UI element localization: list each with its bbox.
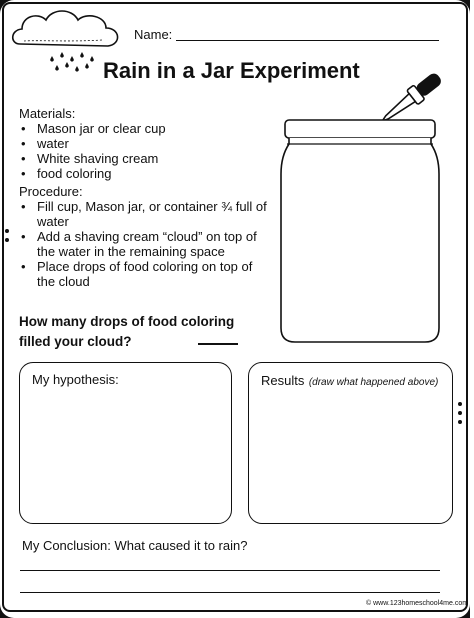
- procedure-heading: Procedure:: [19, 184, 83, 199]
- conclusion-answer-line[interactable]: [20, 592, 440, 593]
- conclusion-prompt: What caused it to rain?: [114, 538, 248, 553]
- list-item: • White shaving cream: [19, 151, 259, 166]
- hypothesis-label: My hypothesis:: [32, 372, 119, 387]
- materials-list: [19, 121, 259, 181]
- name-field[interactable]: [176, 40, 439, 41]
- conclusion-answer-line[interactable]: [20, 570, 440, 571]
- list-item: • Mason jar or clear cup: [19, 121, 259, 136]
- page-title: Rain in a Jar Experiment: [103, 58, 360, 83]
- list-item: • water: [19, 136, 259, 151]
- list-item: • food coloring: [19, 166, 259, 181]
- mason-jar-illustration: [277, 116, 443, 346]
- materials-heading: Materials:: [19, 106, 76, 121]
- punch-dots-right: [458, 402, 464, 429]
- list-item: • Fill cup, Mason jar, or container ¾ full of water: [19, 199, 269, 229]
- name-label: Name:: [134, 27, 173, 42]
- corner-ornament-top-right: [452, 0, 470, 18]
- results-box[interactable]: [248, 362, 453, 524]
- copyright-footer: © www.123homeschool4me.com: [366, 600, 469, 607]
- conclusion-label: My Conclusion:: [22, 538, 111, 553]
- corner-ornament-bottom-left: [0, 600, 18, 618]
- list-item: • Add a shaving cream “cloud” on top of the water in the remaining space: [19, 229, 269, 259]
- results-note: (draw what happened above): [308, 377, 439, 388]
- results-label: Results: [261, 373, 305, 388]
- list-item: • Place drops of food coloring on top of the cloud: [19, 259, 269, 289]
- punch-dots-left: [5, 229, 11, 247]
- drops-answer-field[interactable]: [198, 343, 238, 345]
- results-header: [261, 372, 438, 390]
- hypothesis-box[interactable]: [19, 362, 232, 524]
- drops-question: How many drops of food coloring filled your cloud?: [19, 314, 235, 349]
- conclusion-row: [22, 538, 247, 553]
- procedure-list: [19, 199, 269, 289]
